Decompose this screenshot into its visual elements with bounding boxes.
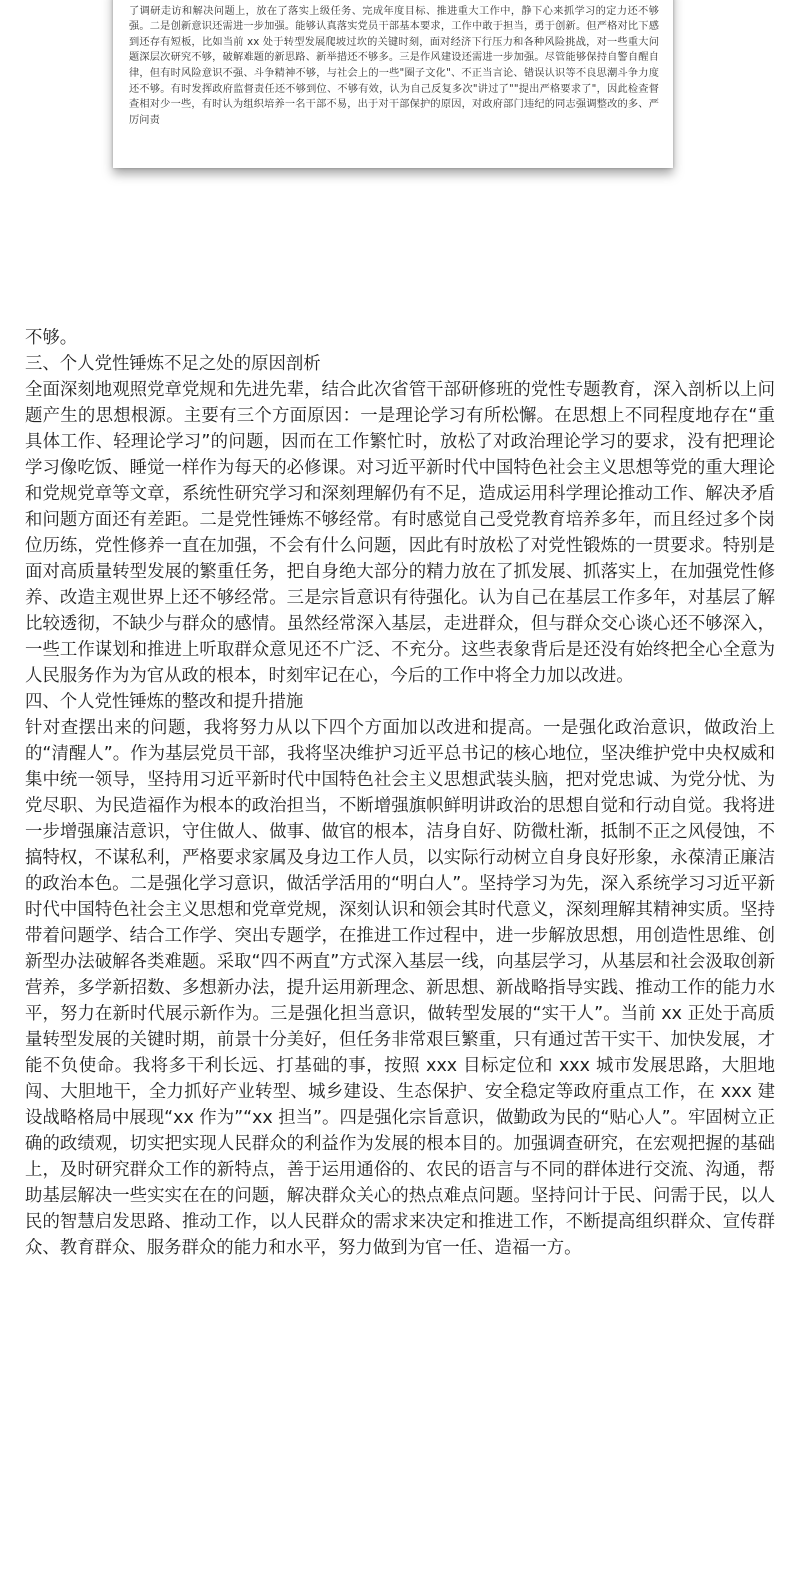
section-4-heading: 四、个人党性锤炼的整改和提升措施 (25, 692, 304, 712)
section-3-heading: 三、个人党性锤炼不足之处的原因剖析 (25, 354, 321, 374)
section-4-paragraph: 针对查摆出来的问题，我将努力从以下四个方面加以改进和提高。一是强化政治意识，做政治上的“清醒人”。作为基层党员干部，我将坚决维护习近平总书记的核心地位，坚决维护党中央权威和集中统一领导，坚持用习近平新时代中国特色社会主义思想武装头脑，把对党忠诚、为党分忧、为党尽职、为民造福作为根本的政治担当，不断增强旗帜鲜明讲政治的思想自觉和行动自觉。我将进一步增强廉洁意识，守住做人、做事、做官的根本，洁身自好、防微杜渐，抵制不正之风侵蚀，不搞特权，不谋私利，严格要求家属及身边工作人员，以实际行动树立自身良好形象，永葆清正廉洁的政治本色。二是强化学习意识，做活学活用的“明白人”。坚持学习为先，深入系统学习习近平新时代中国特色社会主义思想和党章党规，深刻认识和领会其时代意义，深刻理解其精神实质。坚持带着问题学、结合工作学、突出专题学，在推进工作过程中，进一步解放思想，用创造性思维、创新型办法破解各类难题。采取“四不两直”方式深入基层一线，向基层学习，从基层和社会汲取创新营养，多学新招数、多想新办法，提升运用新理念、新思想、新战略指导实践、推动工作的能力水平，努力在新时代展示新作为。三是强化担当意识，做转型发展的“实干人”。当前 xx 正处于高质量转型发展的关键时期，前景十分美好，但任务非常艰巨繁重，只有通过苦干实干、加快发展，才能不负使命。我将多干利长远、打基础的事，按照 xxx 目标定位和 xxx 城市发展思路，大胆地闯、大胆地干，全力抓好产业转型、城乡建设、生态保护、安全稳定等政府重点工作，在 xxx 建设战略格局中展现“xx 作为”“xx 担当”。四是强化宗旨意识，做勤政为民的“贴心人”。牢固树立正确的政绩观，切实把实现人民群众的利益作为发展的根本目的。加强调查研究，在宏观把握的基础上，及时研究群众工作的新特点，善于运用通俗的、农民的语言与不同的群体进行交流、沟通，帮助基层解决一些实实在在的问题，解决群众关心的热点难点问题。坚持问计于民、问需于民，以人民的智慧启发思路、推动工作，以人民群众的需求来决定和推进工作，不断提高组织群众、宣传群众、教育群众、服务群众的能力和水平，努力做到为官一任、造福一方。 (25, 718, 775, 1258)
paragraph-lead-tail: 不够。 (25, 328, 78, 348)
preview-page-text: 了调研走访和解决问题上，放在了落实上级任务、完成年度目标、推进重大工作中，静下心来抓学习的定力还不够强。二是创新意识还需进一步加强。能够认真落实党员干部基本要求，工作中敢于担当，勇于创新。但严格对比下感到还存有短板，比如当前 xx 处于转型发展爬坡过坎的关键时刻，面对经济下行压力和各种风险挑战，对一些重大问题深层次研究不够，破解难题的新思路、新举措还不够多。三是作风建设还需进一步加强。尽管能够保持自警自醒自律，但有时风险意识不强、斗争精神不够，与社会上的一些"圈子文化"、不正当言论、错误认识等不良思潮斗争力度还不够。有时发挥政府监督责任还不够到位、不够有效，认为自己反复多次"讲过了""提出严格要求了"，因此检查督查相对少一些，有时认为组织培养一名干部不易，出于对干部保护的原因，对政府部门违纪的同志强调整改的多、严厉问责 (129, 5, 659, 126)
section-3-paragraph: 全面深刻地观照党章党规和先进先辈，结合此次省管干部研修班的党性专题教育，深入剖析以上问题产生的思想根源。主要有三个方面原因：一是理论学习有所松懈。在思想上不同程度地存在“重具体工作、轻理论学习”的问题，因而在工作繁忙时，放松了对政治理论学习的要求，没有把理论学习像吃饭、睡觉一样作为每天的必修课。对习近平新时代中国特色社会主义思想等党的重大理论和党规党章等文章，系统性研究学习和深刻理解仍有不足，造成运用科学理论推动工作、解决矛盾和问题方面还有差距。二是党性锤炼不够经常。有时感觉自己受党教育培养多年，而且经过多个岗位历练，党性修养一直在加强，不会有什么问题，因此有时放松了对党性锻炼的一贯要求。特别是面对高质量转型发展的繁重任务，把自身绝大部分的精力放在了抓发展、抓落实上，在加强党性修养、改造主观世界上还不够经常。三是宗旨意识有待强化。认为自己在基层工作多年，对基层了解比较透彻，不缺少与群众的感情。虽然经常深入基层，走进群众，但与群众交心谈心还不够深入，一些工作谋划和推进上听取群众意见还不广泛、不充分。这些表象背后是还没有始终把全心全意为人民服务作为为官从政的根本，时刻牢记在心，今后的工作中将全力加以改进。 (25, 380, 775, 686)
article-body (25, 325, 775, 1261)
document-preview-card (113, 0, 673, 168)
